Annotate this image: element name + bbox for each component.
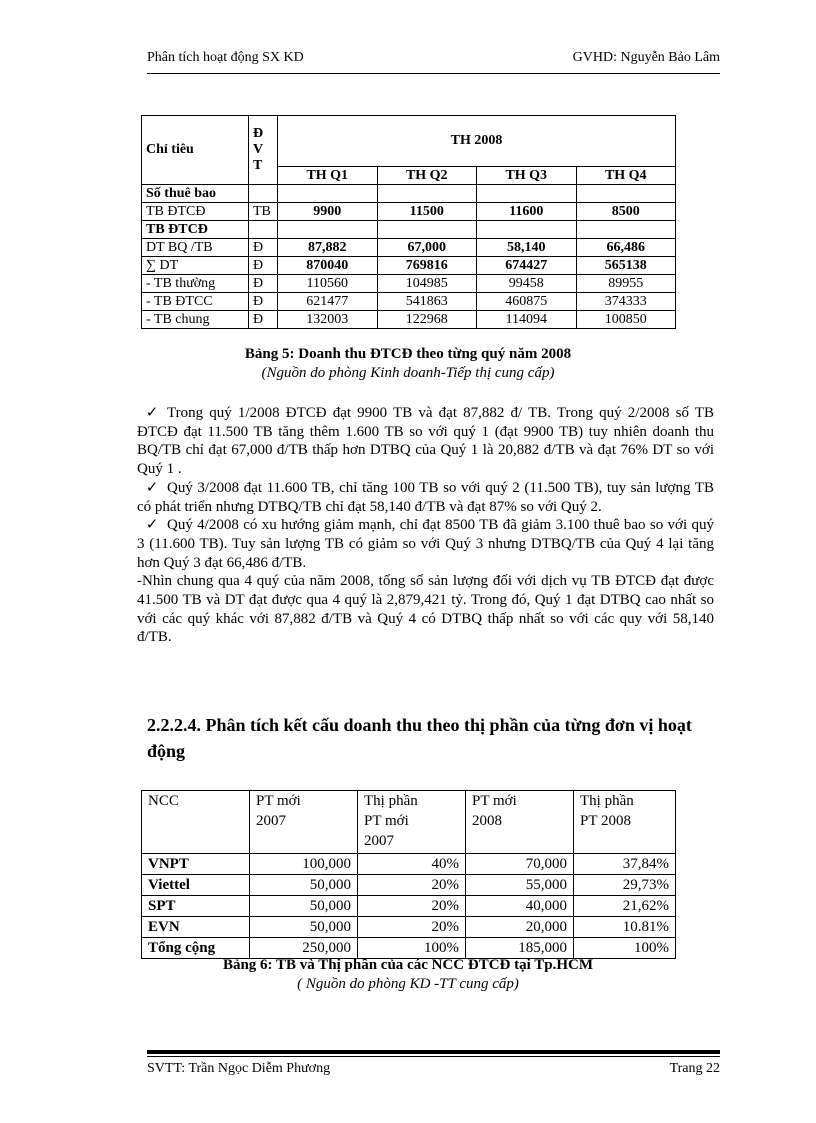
table-row [142, 239, 676, 257]
row-label: ∑ DT [142, 257, 249, 275]
table5-caption: Bảng 5: Doanh thu ĐTCĐ theo từng quý năm 2008 [244, 346, 572, 362]
cell-value: 114094 [477, 311, 577, 329]
col-th2008: TH 2008 [278, 116, 676, 167]
cell-value: 110560 [278, 275, 378, 293]
cell-value: 20% [358, 917, 466, 938]
col-ncc: NCC [142, 791, 250, 854]
col-q1: TH Q1 [278, 167, 378, 185]
cell-value: 87,882 [278, 239, 378, 257]
col-q3: TH Q3 [477, 167, 577, 185]
table-row [142, 896, 676, 917]
cell-value: 374333 [576, 293, 676, 311]
cell-value: 8500 [576, 203, 676, 221]
table-row [142, 203, 676, 221]
checkmark-icon: ✓ [145, 517, 159, 534]
checkmark-icon: ✓ [145, 479, 159, 496]
cell-value: 565138 [576, 257, 676, 275]
col-pt-2008: PT mới 2008 [466, 791, 574, 854]
footer-rule-thick [147, 1050, 720, 1054]
table-row [142, 293, 676, 311]
analysis-paragraphs [137, 404, 714, 647]
cell-value: 55,000 [466, 875, 574, 896]
cell-value: 50,000 [250, 896, 358, 917]
row-unit: Đ [249, 275, 278, 293]
col-chitieu: Chỉ tiêu [142, 116, 249, 185]
table6-caption: Bảng 6: TB và Thị phần của các NCC ĐTCĐ tại Tp.HCM [222, 957, 594, 973]
row-label: EVN [142, 917, 250, 938]
cell-value: 50,000 [250, 917, 358, 938]
cell-value: 9900 [278, 203, 378, 221]
cell-value: 250,000 [250, 938, 358, 959]
cell-value: 20% [358, 875, 466, 896]
cell-value: 100,000 [250, 854, 358, 875]
revenue-table [141, 115, 676, 329]
header-right: GVHD: Nguyễn Bảo Lâm [572, 50, 720, 65]
row-unit [249, 185, 278, 203]
cell-value: 67,000 [377, 239, 477, 257]
page-number: Trang 22 [669, 1061, 720, 1076]
paragraph-q3: ✓ Quý 3/2008 đạt 11.600 TB, chỉ tăng 100 TB so với quý 2 (11.500 TB), tuy sản lượng TB có phát triển nhưng DTBQ/TB chỉ đạt 58,140 đ/TB và đạt 87% so với Quý 2. [137, 479, 714, 515]
header-rule [147, 73, 720, 74]
row-unit: Đ [249, 293, 278, 311]
cell-value: 40% [358, 854, 466, 875]
market-share-table [141, 790, 676, 959]
table-row [142, 875, 676, 896]
cell-value: 769816 [377, 257, 477, 275]
paragraph-summary: -Nhìn chung qua 4 quý của năm 2008, tổng số sản lượng đối với dịch vụ TB ĐTCĐ đạt được 41.500 TB và DT đạt được qua 4 quý là 2,879,421 tỷ. Trong đó, Quý 1 đạt DTBQ cao nhất so với các quý khác với 87,882 đ/TB và Quý 4 có DTBQ thấp nhất so với các quy với 58,140 đ/TB. [137, 573, 714, 646]
cell-value: 870040 [278, 257, 378, 275]
cell-value: 132003 [278, 311, 378, 329]
row-label: Số thuê bao [142, 185, 249, 203]
row-label: TB ĐTCĐ [142, 221, 249, 239]
cell-value: 460875 [477, 293, 577, 311]
table5-source: (Nguồn do phòng Kinh doanh-Tiếp thị cung cấp) [261, 365, 555, 381]
col-share-2007: Thị phần PT mới 2007 [358, 791, 466, 854]
paragraph-q4: ✓ Quý 4/2008 có xu hướng giảm mạnh, chỉ đạt 8500 TB đã giảm 3.100 thuê bao so với quý 3 (11.600 TB). Tuy sản lượng TB có giảm so với Quý 3 nhưng DTBQ/TB của Quý 4 lại tăng hơn Quý 3 đạt 66,486 đ/TB. [137, 517, 714, 571]
row-unit: Đ [249, 257, 278, 275]
row-unit: TB [249, 203, 278, 221]
row-label: - TB chung [142, 311, 249, 329]
col-dvt: Đ V T [249, 116, 278, 185]
table-row [142, 257, 676, 275]
row-label: Viettel [142, 875, 250, 896]
cell-value: 20% [358, 896, 466, 917]
table-row [142, 854, 676, 875]
row-label: VNPT [142, 854, 250, 875]
cell-value: 29,73% [574, 875, 676, 896]
table-row [142, 185, 676, 203]
row-label: - TB thường [142, 275, 249, 293]
col-share-2008: Thị phần PT 2008 [574, 791, 676, 854]
cell-value: 541863 [377, 293, 477, 311]
table6-source: ( Nguồn do phòng KD -TT cung cấp) [297, 976, 519, 992]
col-q4: TH Q4 [576, 167, 676, 185]
checkmark-icon: ✓ [145, 405, 159, 421]
row-unit [249, 221, 278, 239]
footer-left: SVTT: Trần Ngọc Diễm Phương [147, 1061, 331, 1076]
row-label: - TB ĐTCC [142, 293, 249, 311]
row-label: Tổng cộng [142, 938, 250, 959]
table-row [142, 275, 676, 293]
table-row [142, 938, 676, 959]
cell-value: 58,140 [477, 239, 577, 257]
cell-value: 185,000 [466, 938, 574, 959]
table-row [142, 311, 676, 329]
cell-value: 100850 [576, 311, 676, 329]
cell-value: 89955 [576, 275, 676, 293]
cell-value: 37,84% [574, 854, 676, 875]
page-header [147, 50, 720, 72]
cell-value: 66,486 [576, 239, 676, 257]
cell-value: 70,000 [466, 854, 574, 875]
cell-value: 99458 [477, 275, 577, 293]
cell-value: 11600 [477, 203, 577, 221]
table-row [142, 221, 676, 239]
cell-value: 11500 [377, 203, 477, 221]
table-row [142, 917, 676, 938]
row-label: TB ĐTCĐ [142, 203, 249, 221]
cell-value: 104985 [377, 275, 477, 293]
cell-value: 122968 [377, 311, 477, 329]
col-pt-2007: PT mới 2007 [250, 791, 358, 854]
cell-value: 21,62% [574, 896, 676, 917]
row-label: SPT [142, 896, 250, 917]
row-unit: Đ [249, 239, 278, 257]
col-q2: TH Q2 [377, 167, 477, 185]
header-left: Phân tích hoạt động SX KD [147, 50, 304, 65]
cell-value: 40,000 [466, 896, 574, 917]
cell-value: 10.81% [574, 917, 676, 938]
row-label: DT BQ /TB [142, 239, 249, 257]
cell-value: 674427 [477, 257, 577, 275]
paragraph-q1: ✓ Trong quý 1/2008 ĐTCĐ đạt 9900 TB và đạt 87,882 đ/ TB. Trong quý 2/2008 số TB ĐTCĐ đạt 11.500 TB tăng thêm 1.600 TB so với quý 1 (đạt 9900 TB) tuy nhiên doanh thu BQ/TB chỉ đạt 67,000 đ/TB thấp hơn DTBQ của Quý 1 là 20,882 đ/TB và đạt 76% DT so với Quý 1 . [137, 405, 714, 478]
cell-value: 100% [574, 938, 676, 959]
cell-value: 20,000 [466, 917, 574, 938]
cell-value: 50,000 [250, 875, 358, 896]
row-unit: Đ [249, 311, 278, 329]
section-title: 2.2.2.4. Phân tích kết cấu doanh thu theo thị phần của từng đơn vị hoạt động [147, 715, 692, 761]
cell-value: 621477 [278, 293, 378, 311]
footer-rule-thin [147, 1056, 720, 1057]
cell-value: 100% [358, 938, 466, 959]
